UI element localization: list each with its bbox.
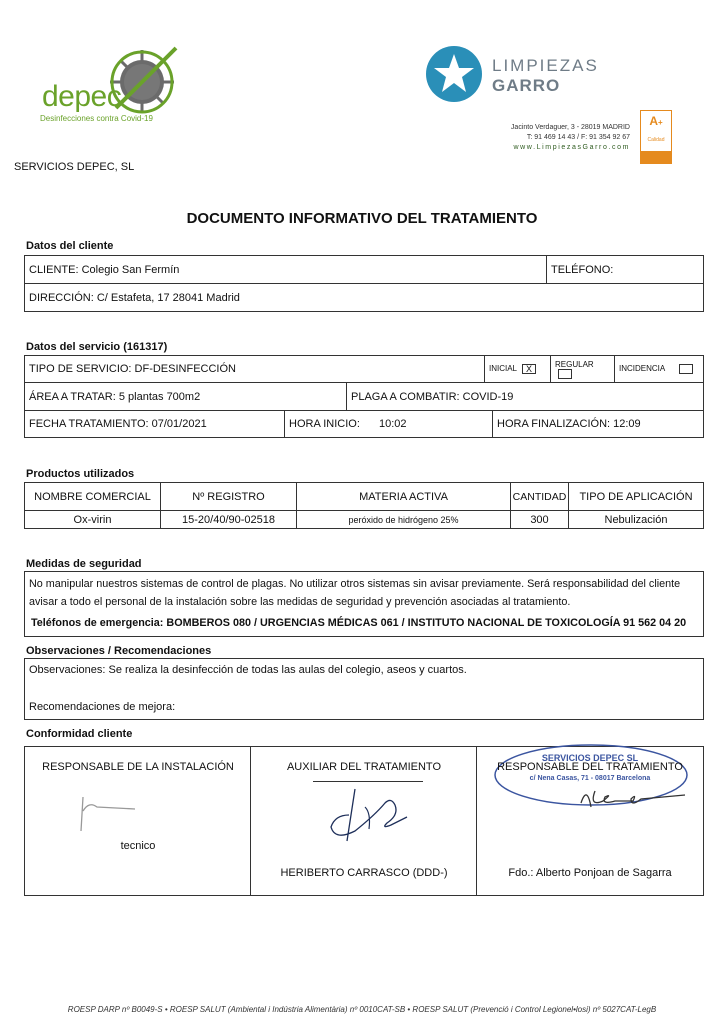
installation-responsible-name: tecnico (120, 840, 156, 852)
pest-to-combat: PLAGA A COMBATIR: COVID-19 (347, 383, 704, 411)
garro-line2: GARRO (492, 76, 561, 95)
observations-section-title: Observaciones / Recomendaciones (26, 645, 212, 657)
address-line: Jacinto Verdaguer, 3 - 28019 MADRID (510, 124, 630, 131)
company-name: SERVICIOS DEPEC, SL (14, 161, 135, 173)
start-time-value: 10:02 (378, 418, 407, 430)
safety-text-1: No manipular nuestros sistemas de control de plagas. No utilizar otros sistemas sin avisar previamente. Será responsabilidad del cliente (29, 578, 681, 590)
treatment-date: FECHA TRATAMIENTO: 07/01/2021 (25, 411, 285, 438)
regular-cell (551, 356, 615, 383)
product-name: Ox-virin (25, 511, 161, 529)
service-area-table (24, 382, 704, 411)
signature-line (313, 781, 423, 782)
observations-box (24, 658, 704, 720)
client-phone: TELÉFONO: (547, 256, 704, 284)
incidencia-label: INCIDENCIA (619, 364, 665, 374)
garro-line1: LIMPIEZAS (492, 56, 599, 75)
product-active: peróxido de hidrógeno 25% (297, 511, 511, 529)
start-time-label: HORA INICIO: (289, 418, 360, 430)
inicial-checkbox[interactable]: X (522, 364, 536, 374)
inicial-label: INICIAL (489, 364, 517, 374)
col-header-materia: MATERIA ACTIVA (297, 483, 511, 511)
depec-wordmark: depec (42, 80, 122, 113)
depec-logo (40, 42, 200, 132)
service-time-table (24, 410, 704, 438)
col-header-cantidad: CANTIDAD (511, 483, 569, 511)
regular-checkbox[interactable] (558, 369, 572, 379)
phone-line: T: 91 469 14 43 / F: 91 354 92 67 (526, 134, 630, 141)
signature-1-icon (75, 787, 145, 837)
service-section-title: Datos del servicio (161317) (26, 341, 168, 353)
treatment-responsible-name: Fdo.: Alberto Ponjoan de Sagarra (508, 867, 672, 879)
signature-box (24, 746, 704, 896)
depec-tagline: Desinfecciones contra Covid-19 (40, 114, 153, 123)
conformity-section-title: Conformidad cliente (26, 728, 133, 740)
treatment-responsible-title: RESPONSABLE DEL TRATAMIENTO (497, 761, 683, 773)
stamp-address: c/ Nena Casas, 71 - 08017 Barcelona (529, 775, 651, 782)
signature-3-icon (575, 783, 695, 813)
footer-registry-text: ROESP DARP nº B0049-S • ROESP SALUT (Ambiental i Indústria Alimentària) nº 0010CAT-SB • ROESP SALUT (Prevenció i Control Legionel•losi) nº 5027CAT-LegB (67, 1005, 657, 1014)
service-type: TIPO DE SERVICIO: DF-DESINFECCIÓN (25, 356, 485, 383)
end-time: HORA FINALIZACIÓN: 12:09 (493, 411, 704, 438)
aplus-certification-badge: A+ Calidad (640, 110, 672, 164)
garro-star-icon (424, 44, 484, 104)
emergency-phones: Teléfonos de emergencia: BOMBEROS 080 / URGENCIAS MÉDICAS 061 / INSTITUTO NACIONAL DE TOXICOLOGÍA 91 562 04 20 (31, 617, 687, 629)
signature-2-icon (325, 785, 415, 845)
table-row (25, 511, 704, 529)
treatment-assistant-title: AUXILIAR DEL TRATAMIENTO (286, 761, 442, 773)
col-header-registro: Nº REGISTRO (161, 483, 297, 511)
treatment-assistant-name: HERIBERTO CARRASCO (DDD-) (280, 867, 448, 879)
col-header-aplicacion: TIPO DE APLICACIÓN (569, 483, 704, 511)
incidencia-checkbox[interactable] (679, 364, 693, 374)
product-registry: 15-20/40/90-02518 (161, 511, 297, 529)
document-title: DOCUMENTO INFORMATIVO DEL TRATAMIENTO (186, 210, 538, 227)
client-table (24, 255, 704, 312)
limpiezas-garro-logo (424, 44, 624, 108)
product-application: Nebulización (569, 511, 704, 529)
recommendations-text: Recomendaciones de mejora: (29, 701, 176, 713)
installation-responsible-title: RESPONSABLE DE LA INSTALACIÓN (42, 761, 234, 773)
treatment-assistant (251, 747, 477, 895)
safety-box (24, 571, 704, 637)
safety-section-title: Medidas de seguridad (26, 558, 142, 570)
client-address: DIRECCIÓN: C/ Estafeta, 17 28041 Madrid (25, 284, 704, 312)
start-time-cell (285, 411, 493, 438)
installation-responsible (25, 747, 251, 895)
client-name: CLIENTE: Colegio San Fermín (25, 256, 547, 284)
client-section-title: Datos del cliente (26, 240, 114, 252)
area-to-treat: ÁREA A TRATAR: 5 plantas 700m2 (25, 383, 347, 411)
website-link[interactable]: www.LimpiezasGarro.com (513, 144, 630, 151)
inicial-cell (485, 356, 551, 383)
service-table (24, 355, 704, 383)
company-address (440, 123, 630, 153)
products-table (24, 482, 704, 529)
products-section-title: Productos utilizados (26, 468, 135, 480)
safety-text-2: avisar a todo el personal de la instalación sobre las medidas de seguridad y prevención asociadas al tratamiento. (29, 596, 571, 608)
regular-label: REGULAR (555, 359, 594, 369)
incidencia-cell (615, 356, 704, 383)
observations-text: Observaciones: Se realiza la desinfección de todas las aulas del colegio, aseos y cuartos. (29, 664, 467, 676)
treatment-responsible (477, 747, 703, 895)
stamp-company: SERVICIOS DEPEC SL (541, 753, 639, 763)
col-header-nombre: NOMBRE COMERCIAL (25, 483, 161, 511)
products-header-row (25, 483, 704, 511)
product-quantity: 300 (511, 511, 569, 529)
